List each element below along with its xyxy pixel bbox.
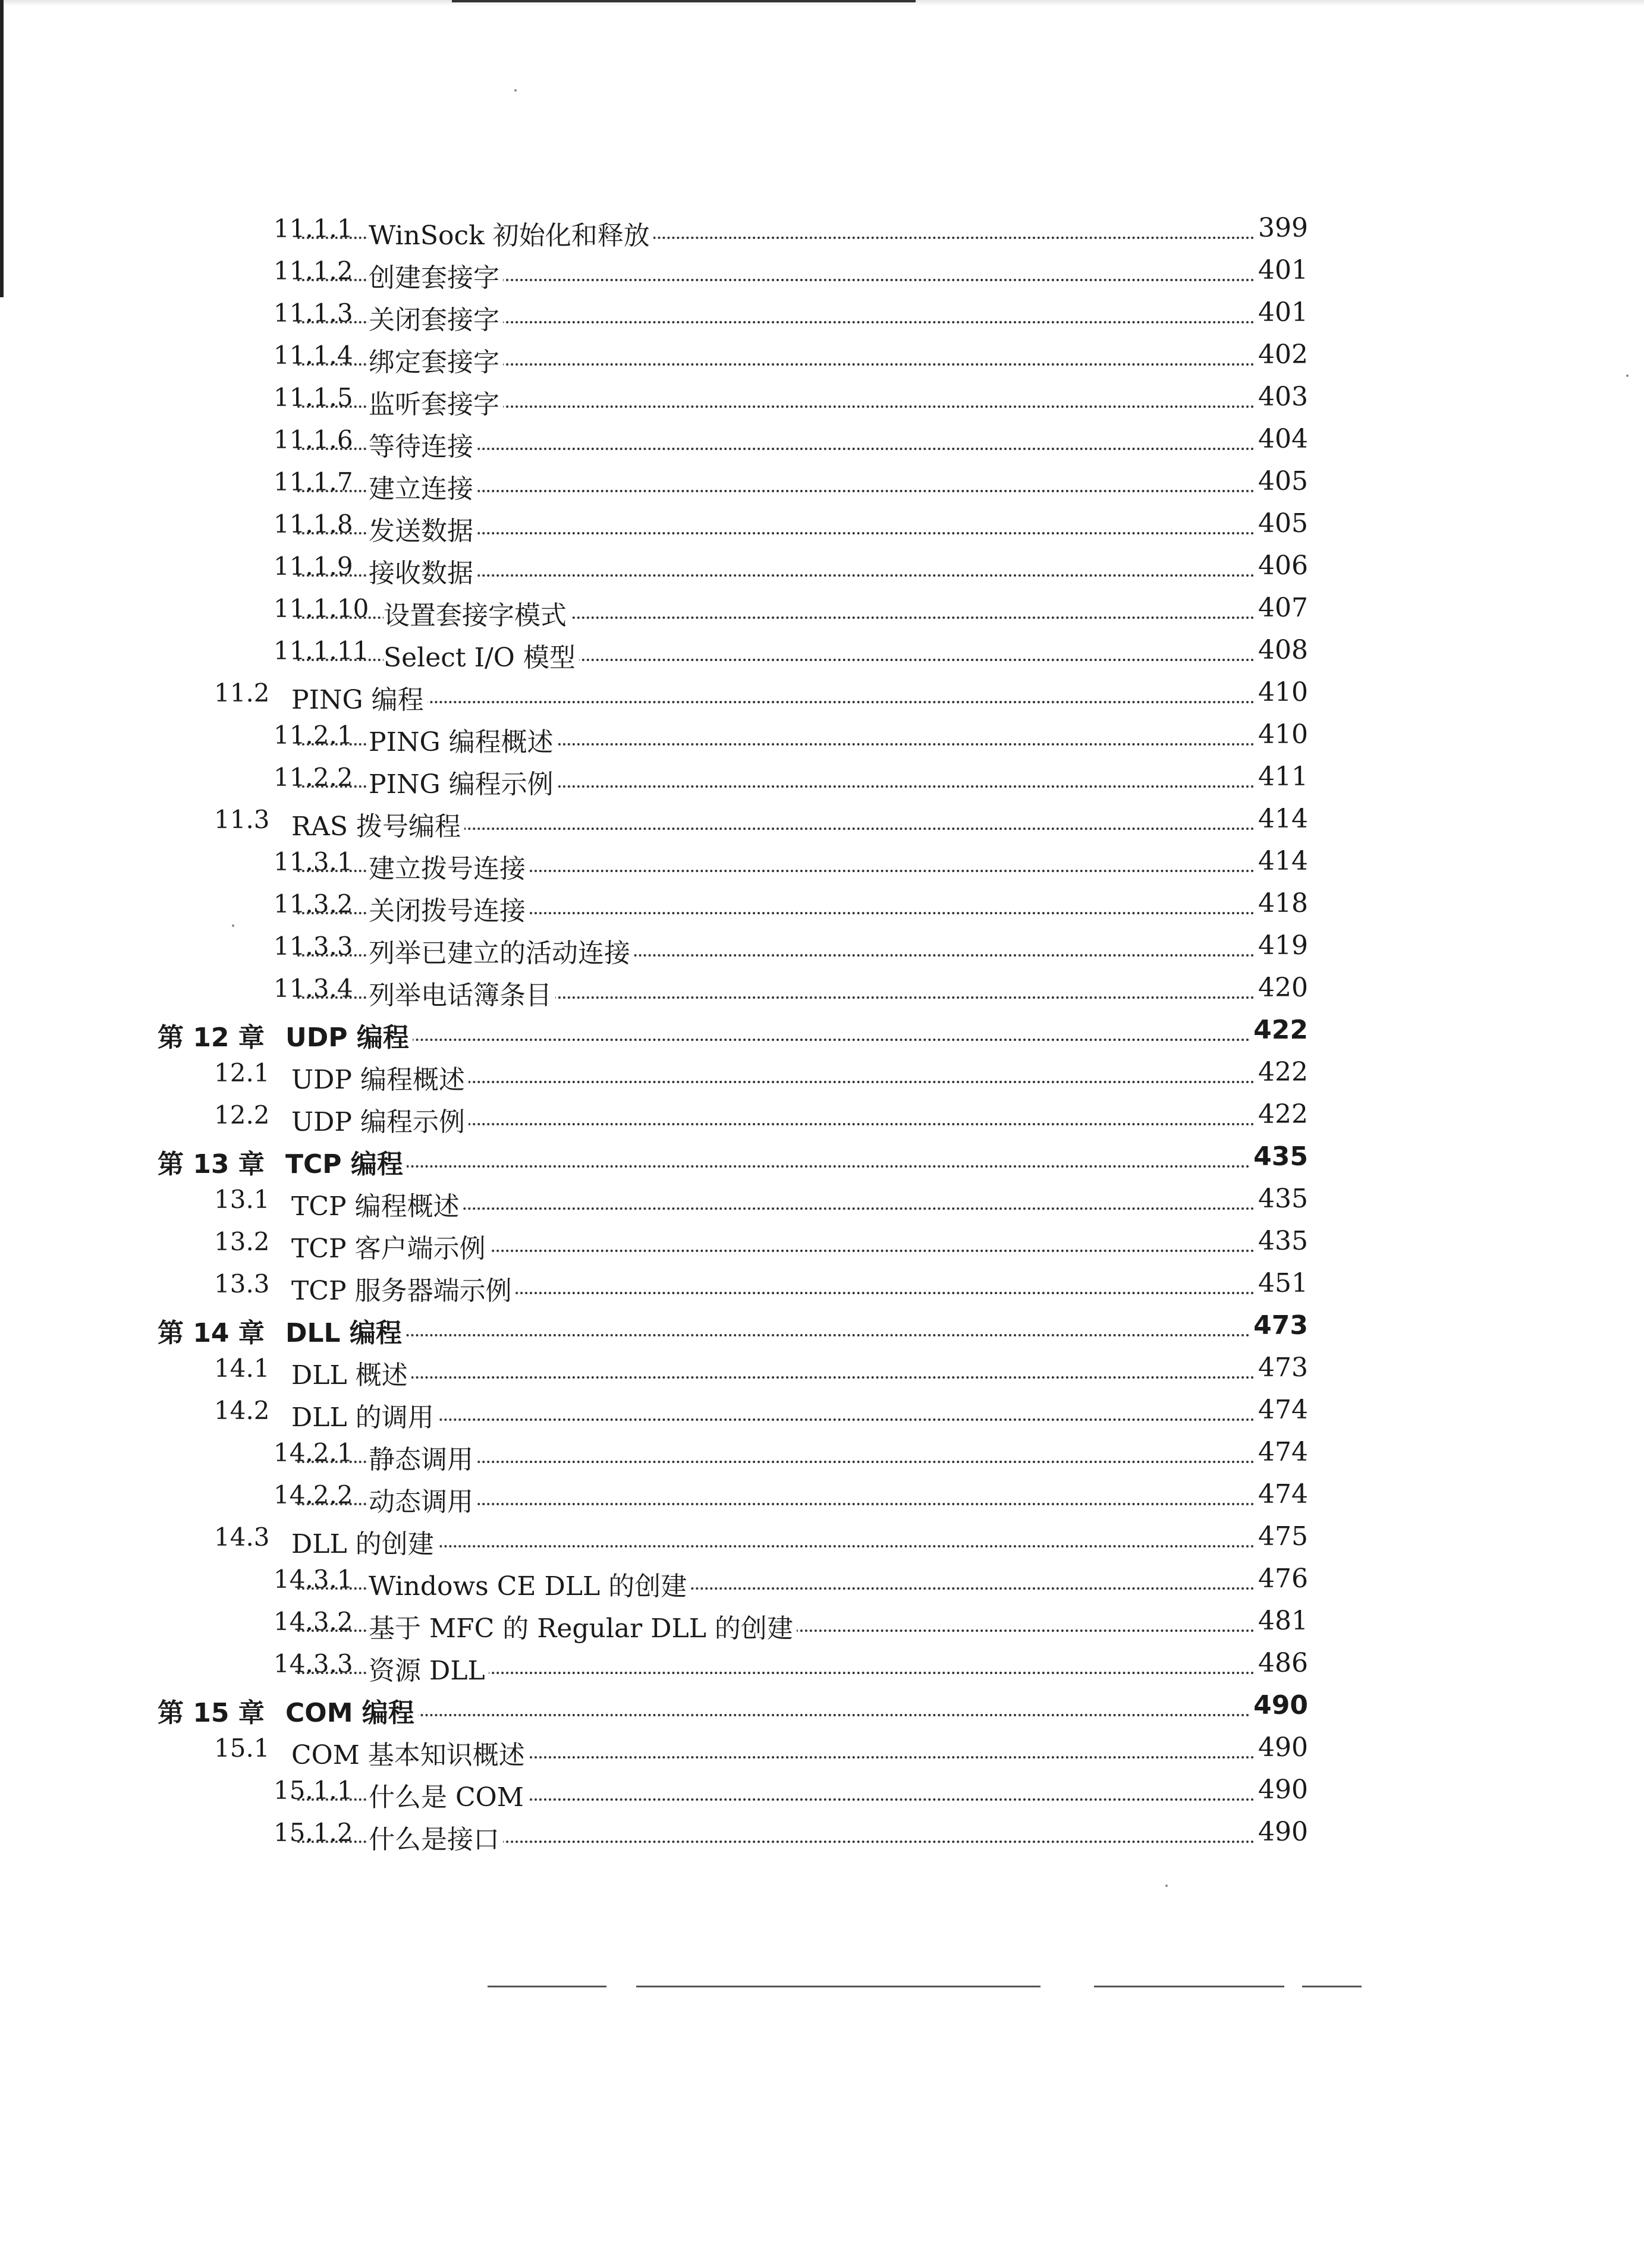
toc-entry-page: 473 [1256,1352,1308,1383]
leader-dots [297,1418,1255,1421]
toc-entry-title: RAS 拨号编程 [291,805,464,843]
toc-chapter-page: 422 [1251,1015,1308,1045]
toc-entry-page: 435 [1256,1184,1308,1214]
toc-entry-page: 403 [1256,382,1308,412]
toc-entry-title: PING 编程概述 [369,721,557,759]
toc-entry-number: 11.3.4 [274,974,353,1003]
toc-entry-title: TCP 客户端示例 [291,1227,489,1265]
toc-entry-page: 405 [1256,466,1308,496]
toc-entry-number: 11.1.3 [274,298,353,328]
toc-entry [0,1052,1308,1094]
toc-chapter-title: DLL 编程 [285,1311,406,1350]
toc-entry-title: 关闭拨号连接 [369,889,529,927]
toc-entry-page: 401 [1256,297,1308,328]
toc-entry [0,546,1308,588]
toc-entry-page: 401 [1256,255,1308,285]
toc-entry [0,1643,1308,1685]
toc-entry-title: Windows CE DLL 的创建 [369,1565,690,1603]
toc-entry-number: 11.1.8 [274,509,353,539]
toc-entry-title: WinSock 初始化和释放 [369,214,653,252]
toc-entry-number: 14.2.2 [274,1480,353,1509]
toc-entry-page: 408 [1256,635,1308,665]
toc-entry-title: DLL 概述 [291,1354,411,1392]
toc-entry [0,1390,1308,1432]
toc-chapter-number: 第 15 章 [158,1698,265,1728]
toc-entry [0,1601,1308,1643]
toc-chapter [0,1306,1308,1348]
toc-entry [0,926,1308,968]
toc-entry-title: 发送数据 [369,509,477,548]
leader-dots [297,1376,1255,1379]
toc-entry-title: 什么是 COM [369,1776,527,1814]
toc-entry-page: 490 [1256,1817,1308,1847]
toc-entry [0,208,1308,250]
toc-entry-title: TCP 服务器端示例 [291,1269,515,1307]
toc-entry [0,419,1308,461]
toc-chapter [0,1685,1308,1728]
toc-entry-page: 414 [1256,846,1308,876]
toc-entry-number: 11.1.5 [274,383,353,412]
toc-entry-title: 绑定套接字 [369,341,503,379]
toc-entry [0,630,1308,672]
toc-entry-number: 14.3.3 [274,1649,353,1678]
toc-entry-number: 11.1.7 [274,467,353,496]
toc-entry-number: 11.1.9 [274,552,353,581]
toc-entry-title: 什么是接口 [369,1818,503,1856]
toc-chapter [0,1010,1308,1052]
top-rule [452,0,916,2]
toc-entry [0,1348,1308,1390]
toc-entry-number: 11.1.11 [274,636,369,665]
toc-entry-number: 15.1.1 [274,1776,353,1805]
toc-entry-page: 486 [1256,1648,1308,1678]
toc-entry-title: 等待连接 [369,425,477,463]
toc-entry-number: 11.3.3 [274,932,353,961]
toc-entry-page: 435 [1256,1226,1308,1256]
toc-entry [0,883,1308,926]
toc-entry-page: 420 [1256,973,1308,1003]
toc-entry [0,841,1308,883]
toc-entry-number: 11.3.2 [274,889,353,918]
bottom-rule-segment [636,1986,1041,1987]
toc-entry-number: 11.1.4 [274,341,353,370]
toc-chapter [0,1137,1308,1179]
toc-entry-page: 490 [1256,1732,1308,1763]
leader-dots [297,1545,1255,1547]
toc-entry-page: 422 [1256,1099,1308,1130]
toc-chapter-page: 435 [1251,1141,1308,1172]
toc-entry-number: 13.2 [214,1227,270,1256]
toc-entry-page: 410 [1256,719,1308,750]
toc-entry [0,1728,1308,1770]
toc-entry-title: 列举已建立的活动连接 [369,932,634,970]
toc-entry-title: 静态调用 [369,1438,477,1476]
toc-entry [0,377,1308,419]
toc-entry-number: 14.2.1 [274,1438,353,1467]
toc-entry-title: 设置套接字模式 [384,594,570,632]
toc-entry-title: UDP 编程示例 [291,1100,469,1138]
toc-entry-title: PING 编程示例 [369,763,557,801]
toc-entry-title: Select I/O 模型 [384,636,579,674]
toc-entry-page: 476 [1256,1564,1308,1594]
toc-entry-page: 451 [1256,1268,1308,1298]
leader-dots [297,1039,1255,1041]
toc-entry [0,1263,1308,1306]
toc-entry-page: 399 [1256,213,1308,243]
toc-entry-page: 481 [1256,1606,1308,1636]
toc-entry-number: 11.1.1 [274,214,353,243]
toc-entry-number: 15.1 [214,1734,270,1763]
toc-entry-page: 406 [1256,551,1308,581]
toc-entry [0,250,1308,292]
toc-entry [0,1432,1308,1474]
bottom-rule-segment [1302,1986,1362,1987]
toc-entry-page: 402 [1256,339,1308,370]
toc-entry-title: UDP 编程概述 [291,1058,469,1096]
toc-entry-title: 动态调用 [369,1480,477,1518]
toc-entry [0,1474,1308,1517]
toc-chapter-number: 第 12 章 [158,1023,265,1053]
toc-entry-title: 创建套接字 [369,256,503,294]
toc-entry [0,292,1308,335]
toc-entry [0,757,1308,799]
toc-entry [0,335,1308,377]
table-of-contents [0,208,1644,1854]
toc-entry-title: DLL 的调用 [291,1396,438,1434]
toc-entry-number: 15.1.2 [274,1818,353,1847]
toc-entry-number: 14.3.2 [274,1607,353,1636]
toc-entry [0,1812,1308,1854]
toc-entry-number: 14.3.1 [274,1565,353,1594]
toc-chapter-page: 473 [1251,1310,1308,1341]
toc-chapter-number: 第 13 章 [158,1149,265,1179]
toc-entry-page: 405 [1256,508,1308,539]
toc-entry-number: 11.1.6 [274,425,353,454]
toc-entry [0,672,1308,715]
toc-entry [0,588,1308,630]
toc-entry-title: 列举电话簿条目 [369,974,555,1012]
toc-entry-title: 接收数据 [369,552,477,590]
toc-entry-page: 419 [1256,930,1308,961]
toc-entry-page: 410 [1256,677,1308,707]
toc-entry-page: 414 [1256,804,1308,834]
toc-entry [0,1179,1308,1221]
toc-entry-number: 13.3 [214,1269,270,1298]
toc-entry-title: COM 基本知识概述 [291,1734,529,1772]
toc-entry-number: 11.2.1 [274,721,353,750]
leader-dots [297,1714,1255,1716]
toc-entry-title: 建立拨号连接 [369,847,529,885]
toc-entry-number: 11.1.10 [274,594,369,623]
toc-entry-number: 11.2.2 [274,763,353,792]
leader-dots [297,701,1255,703]
toc-entry-title: 监听套接字 [369,383,503,421]
toc-entry-number: 11.1.2 [274,256,353,285]
toc-entry-page: 474 [1256,1479,1308,1509]
toc-entry-page: 418 [1256,888,1308,918]
toc-entry-number: 12.2 [214,1100,270,1130]
toc-entry-number: 11.3.1 [274,847,353,876]
toc-entry-title: 建立连接 [369,467,477,505]
toc-entry-title: 基于 MFC 的 Regular DLL 的创建 [369,1607,797,1645]
toc-entry-number: 11.2 [214,678,270,707]
scan-speck [514,89,517,92]
toc-entry-number: 11.3 [214,805,270,834]
toc-entry-number: 14.3 [214,1523,270,1552]
toc-entry [0,1094,1308,1137]
leader-dots [297,1165,1255,1168]
leader-dots [297,1334,1255,1336]
toc-entry-page: 474 [1256,1437,1308,1467]
toc-entry-page: 422 [1256,1057,1308,1087]
toc-chapter-title: UDP 编程 [285,1016,413,1054]
bottom-rule-segment [488,1986,606,1987]
toc-entry [0,504,1308,546]
toc-entry-title: 关闭套接字 [369,298,503,336]
toc-entry-number: 12.1 [214,1058,270,1087]
toc-entry-page: 404 [1256,424,1308,454]
toc-entry-page: 474 [1256,1395,1308,1425]
scan-speck [1626,375,1629,377]
toc-entry [0,715,1308,757]
toc-entry [0,799,1308,841]
toc-entry [0,1221,1308,1263]
toc-chapter-page: 490 [1251,1690,1308,1720]
toc-entry [0,1559,1308,1601]
toc-entry [0,461,1308,504]
toc-chapter-title: TCP 编程 [285,1143,407,1181]
toc-chapter-title: COM 编程 [285,1691,418,1729]
toc-entry [0,1770,1308,1812]
toc-entry-title: 资源 DLL [369,1649,489,1687]
toc-entry-title: TCP 编程概述 [291,1185,463,1223]
toc-entry-title: DLL 的创建 [291,1523,438,1561]
toc-entry [0,1517,1308,1559]
toc-entry-number: 13.1 [214,1185,270,1214]
toc-chapter-number: 第 14 章 [158,1318,265,1348]
toc-entry-page: 475 [1256,1521,1308,1552]
bottom-rule-segment [1094,1986,1284,1987]
scan-speck [232,924,234,927]
toc-entry [0,968,1308,1010]
toc-entry-title: PING 编程 [291,678,427,716]
toc-entry-page: 407 [1256,593,1308,623]
toc-entry-number: 14.1 [214,1354,270,1383]
toc-entry-page: 490 [1256,1775,1308,1805]
scan-speck [1165,1885,1168,1887]
toc-entry-page: 411 [1256,762,1308,792]
toc-entry-number: 14.2 [214,1396,270,1425]
